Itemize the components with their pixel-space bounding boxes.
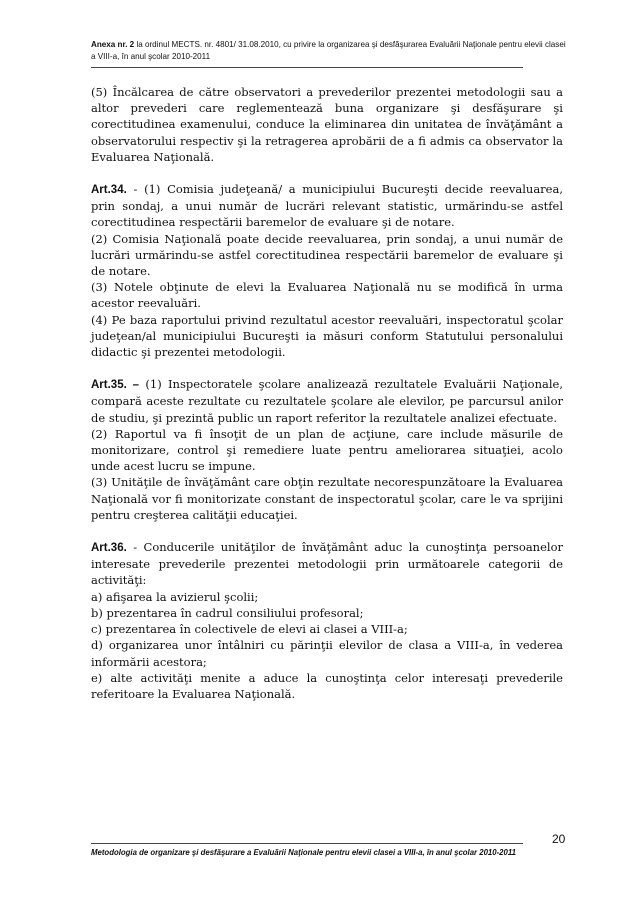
article-number-34: Art.34. [91, 184, 127, 197]
paragraph-art34-4: (4) Pe baza raportului privind rezultatul acestor reevaluări, inspectoratul şcolar judeţean/al municipiului Bucureşti ia măsuri conform Statutului personalului didactic şi prezentei metodologii. [91, 312, 563, 360]
list-item: d) organizarea unor întâlniri cu părinţii elevilor de clasa a VIII-a, în vederea informării acestora; [91, 638, 563, 669]
header-text: la ordinul MECTS. nr. 4801/ 31.08.2010, cu privire la organizarea şi desfăşurarea Evaluării Naţionale pentru elevii clasei a VIII-a, în anul şcolar 2010-2011 [91, 40, 566, 61]
article-number-35: Art.35. – [91, 379, 140, 392]
paragraph-art36-intro [91, 539, 563, 589]
document-body [91, 84, 563, 702]
paragraph-art34-3: (3) Notele obţinute de elevi la Evaluarea Naţională nu se modifică în urma acestor reevaluări. [91, 280, 563, 311]
art34-p1-text: - (1) Comisia judeţeană/ a municipiului Bucureşti decide reevaluarea, prin sondaj, a unui număr de lucrări relevant statistic, urmărindu-se astfel corectitudinea respectării baremelor de evaluare şi de notare. [91, 182, 563, 230]
paragraph-art33-5: (5) Încălcarea de către observatori a prevederilor prezentei metodologii sau a altor prevederi care reglementează buna organizare şi desfăşurare şi corectitudinea examenului, conduce la eliminarea din unitatea de învăţământ a observatorului respectiv şi la retragerea aprobării de a fi admis ca observator la Evaluarea Naţională. [91, 85, 563, 164]
paragraph-art35-1 [91, 376, 563, 426]
paragraph-art35-2: (2) Raportul va fi însoţit de un plan de acţiune, care include măsurile de monitorizare, control şi remediere luate pentru ameliorarea situaţiei, acolo unde acest lucru se impune. [91, 426, 563, 474]
list-item: b) prezentarea în cadrul consiliului profesoral; [91, 605, 364, 620]
footer-text: Metodologia de organizare şi desfăşurare a Evaluării Naţionale pentru elevii clasei a VIII-a, în anul şcolar 2010-2011 [91, 848, 516, 857]
header-annex-label: Anexa nr. 2 [91, 40, 135, 49]
paragraph-art35-3: (3) Unităţile de învăţământ care obţin rezultate necorespunzătoare la Evaluarea Naţională vor fi monitorizate constant de inspectoratul şcolar, care le va sprijini pentru creşterea calităţii educaţiei. [91, 475, 563, 522]
list-item: e) alte activităţi menite a aduce la cunoştinţa celor interesaţi prevederile referitoare la Evaluarea Naţională. [91, 670, 563, 701]
art36-intro-text: - Conducerile unităţilor de învăţământ aduc la cunoştinţa persoanelor interesate prevederile prezentei metodologii prin următoarele categorii de activităţi: [91, 540, 563, 588]
list-item: a) afişarea la avizierul şcolii; [91, 589, 259, 604]
header-divider [91, 67, 523, 68]
paragraph-art34-2: (2) Comisia Naţională poate decide reevaluarea, prin sondaj, a unui număr de lucrări urmărindu-se astfel corectitudinea respectării baremelor de evaluare şi de notare. [91, 231, 563, 279]
list-item: c) prezentarea în colectivele de elevi ai clasei a VIII-a; [91, 622, 408, 637]
footer-divider [91, 843, 523, 844]
page-number: 20 [552, 832, 566, 846]
page-header [91, 39, 569, 62]
art35-p1-text: (1) Inspectoratele şcolare analizează rezultatele Evaluării Naţionale, compară aceste rezultate cu rezultatele şcolare ale elevilor, pe parcursul anilor de studiu, şi prezintă public un raport referitor la rezultatele analizei efectuate. [91, 377, 564, 425]
article-number-36: Art.36. [91, 542, 127, 555]
paragraph-art34-1 [91, 181, 563, 231]
